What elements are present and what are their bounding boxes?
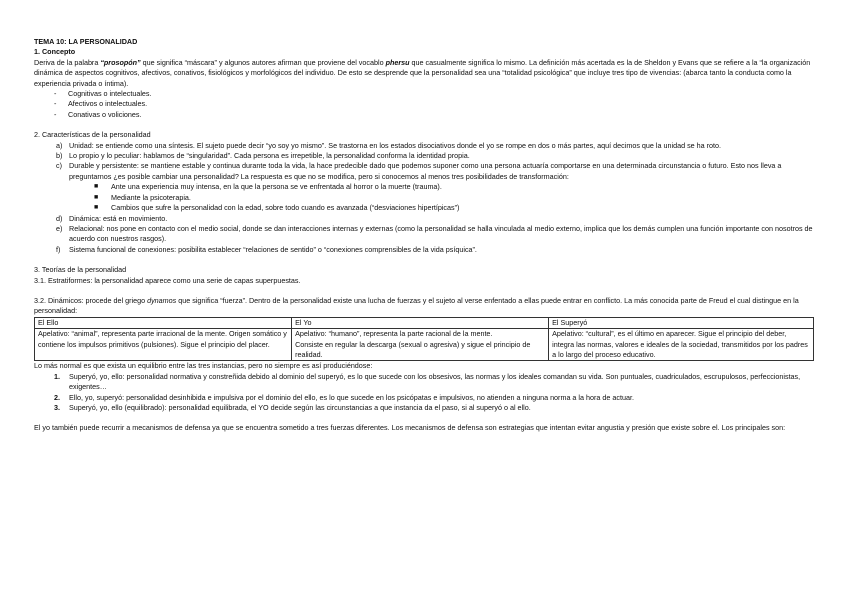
bullet-item: ■ Ante una experiencia muy intensa, en la que la persona se ve enfrentada al horror o la muerte (trauma).	[94, 182, 442, 192]
bullet-item: ■ Mediante la psicoterapia.	[94, 192, 191, 202]
theory-3-1: 3.1. Estratiformes: la personalidad aparece como una serie de capas superpuestas.	[34, 275, 301, 285]
list-item: 3. Superyó, yo, ello (equilibrado): personalidad equilibrada, el YO decide según las circunstancias a que instancia da el paso, si al superyó o al ello.	[54, 403, 531, 412]
table-header-yo: El Yo	[292, 317, 549, 328]
concept-term-prosopon: “prosopón”	[100, 57, 141, 67]
table-header-ello: El Ello	[35, 317, 292, 328]
characteristic-c: c) Durable y persistente: se mantiene estable y continua durante toda la vida, la hace predecible dado que podemos suponer como una persona actuaría comportarse en una determinada circunstancia o futuro. Esto nos lleva a preguntarnos ¿es posible cambiar una personalidad? La respuesta es que no se modifica, pero si conocemos al menos tres posibilidades de transformación:	[56, 161, 782, 181]
defense-mechanisms-paragraph: El yo también puede recurrir a mecanismos de defensa ya que se encuentra sometido a tres fuerzas diferentes. Los mecanismos de defensa son estrategias que intentan evitar angustia y presión que existe sobre el. Los principales son:	[34, 423, 786, 433]
concept-text-c: que significa “máscara” y algunos autores afirman que proviene del vocablo	[140, 57, 386, 67]
characteristic-d: d) Dinámica: está en movimiento.	[56, 213, 168, 223]
list-item: 2. Ello, yo, superyó: personalidad desinhibida e impulsiva por el dominio del ello, es lo que sucede en los psicópatas e impulsivos, no atienden a ninguna norma a la hora de actuar.	[54, 392, 634, 402]
list-item: - Afectivos o intelectuales.	[54, 99, 148, 109]
freud-instances-table	[34, 317, 814, 362]
term-dynamos: dynamos	[147, 295, 177, 305]
concept-term-phersu: phersu	[385, 57, 410, 67]
list-item: 1. Superyó, yo, ello: personalidad normativa y constreñida debido al dominio del superyó, es lo que sucede con los obsesivos, las normas y los ideales comandan su vida. Son puntuales, cuadriculados, escrupulosos, perfeccionistas, exigentes…	[54, 371, 801, 392]
section-3-heading: 3. Teorías de la personalidad	[34, 265, 127, 275]
concept-paragraph	[34, 58, 814, 89]
list-item: - Cognitivas o intelectuales.	[54, 89, 152, 99]
document-page	[34, 37, 814, 434]
characteristic-e: e) Relacional: nos pone en contacto con el medio social, donde se dan interacciones internas y externas (como la personalidad se halla vinculada al medio externo, implica que los demás cumplen una función importante con nosotros de acuerdo con nuestros rasgos).	[56, 223, 813, 244]
table-header-superyo: El Superyó	[549, 317, 814, 328]
section-2-heading: 2. Características de la personalidad	[34, 130, 151, 140]
concept-text-e: que casualmente significa lo mismo. La definición más acertada es la de Sheldon y Evans que se refiere a la “la organización dinámica de aspectos cognitivos, afectivos, conativos, fisiológicos y morfológicos del individuo. De esto se desprende que la personalidad sea una “totalidad psicológica” que incluye tres tipo de vivencias: (abarca tanto la conducta como la experiencia privada o íntima).	[34, 57, 811, 88]
section-1-heading: 1. Concepto	[34, 47, 76, 57]
characteristic-b: b) Lo propio y lo peculiar: hablamos de “singularidad”. Cada persona es irrepetible, la personalidad conforma la identidad propia.	[56, 151, 470, 161]
bullet-item: ■ Cambios que sufre la personalidad con la edad, sobre todo cuando es avanzada (“desviaciones hipertípicas”)	[94, 203, 460, 213]
table-cell-yo: Apelativo: “humano”, representa la parte racional de la mente. Consiste en regular la descarga (sexual o agresiva) y sigue el principio de realidad.	[292, 329, 549, 361]
table-cell-ello: Apelativo: “animal”, representa parte irracional de la mente. Origen somático y contiene los impulsos primitivos (pulsiones). Sigue el principio del placer.	[35, 329, 292, 361]
theory-3-2: 3.2. Dinámicos: procede del griego dynamos que significa “fuerza”. Dentro de la personalidad existe una lucha de fuerzas y el sujeto al verse enfentado a ellas puede entrar en conflicto. La más conocida parte de Freud el cual distingue en la personalidad:	[34, 295, 799, 316]
document-title: TEMA 10: LA PERSONALIDAD	[34, 37, 138, 46]
list-item: - Conativas o voliciones.	[54, 109, 142, 119]
characteristic-a: a) Unidad: se entiende como una síntesis. El sujeto puede decir “yo soy yo mismo”. Se trastorna en los estados disociativos donde el yo se rompe en dos o más partes, aquí decimos que la unidad se ha roto.	[56, 140, 722, 150]
concept-text-a: Deriva de la palabra	[34, 57, 101, 67]
characteristic-f: f) Sistema funcional de conexiones: posibilita establecer “relaciones de sentido” o “conexiones comprensibles de la vida psíquica”.	[56, 244, 477, 254]
balance-intro: Lo más normal es que exista un equilibrio entre las tres instancias, pero no siempre es así produciéndose:	[34, 361, 373, 371]
table-cell-superyo: Apelativo: “cultural”, es el último en aparecer. Sigue el principio del deber, integra las normas, valores e ideales de la sociedad, transmitidos por los padres a lo largo del proceso educativo.	[549, 329, 814, 361]
